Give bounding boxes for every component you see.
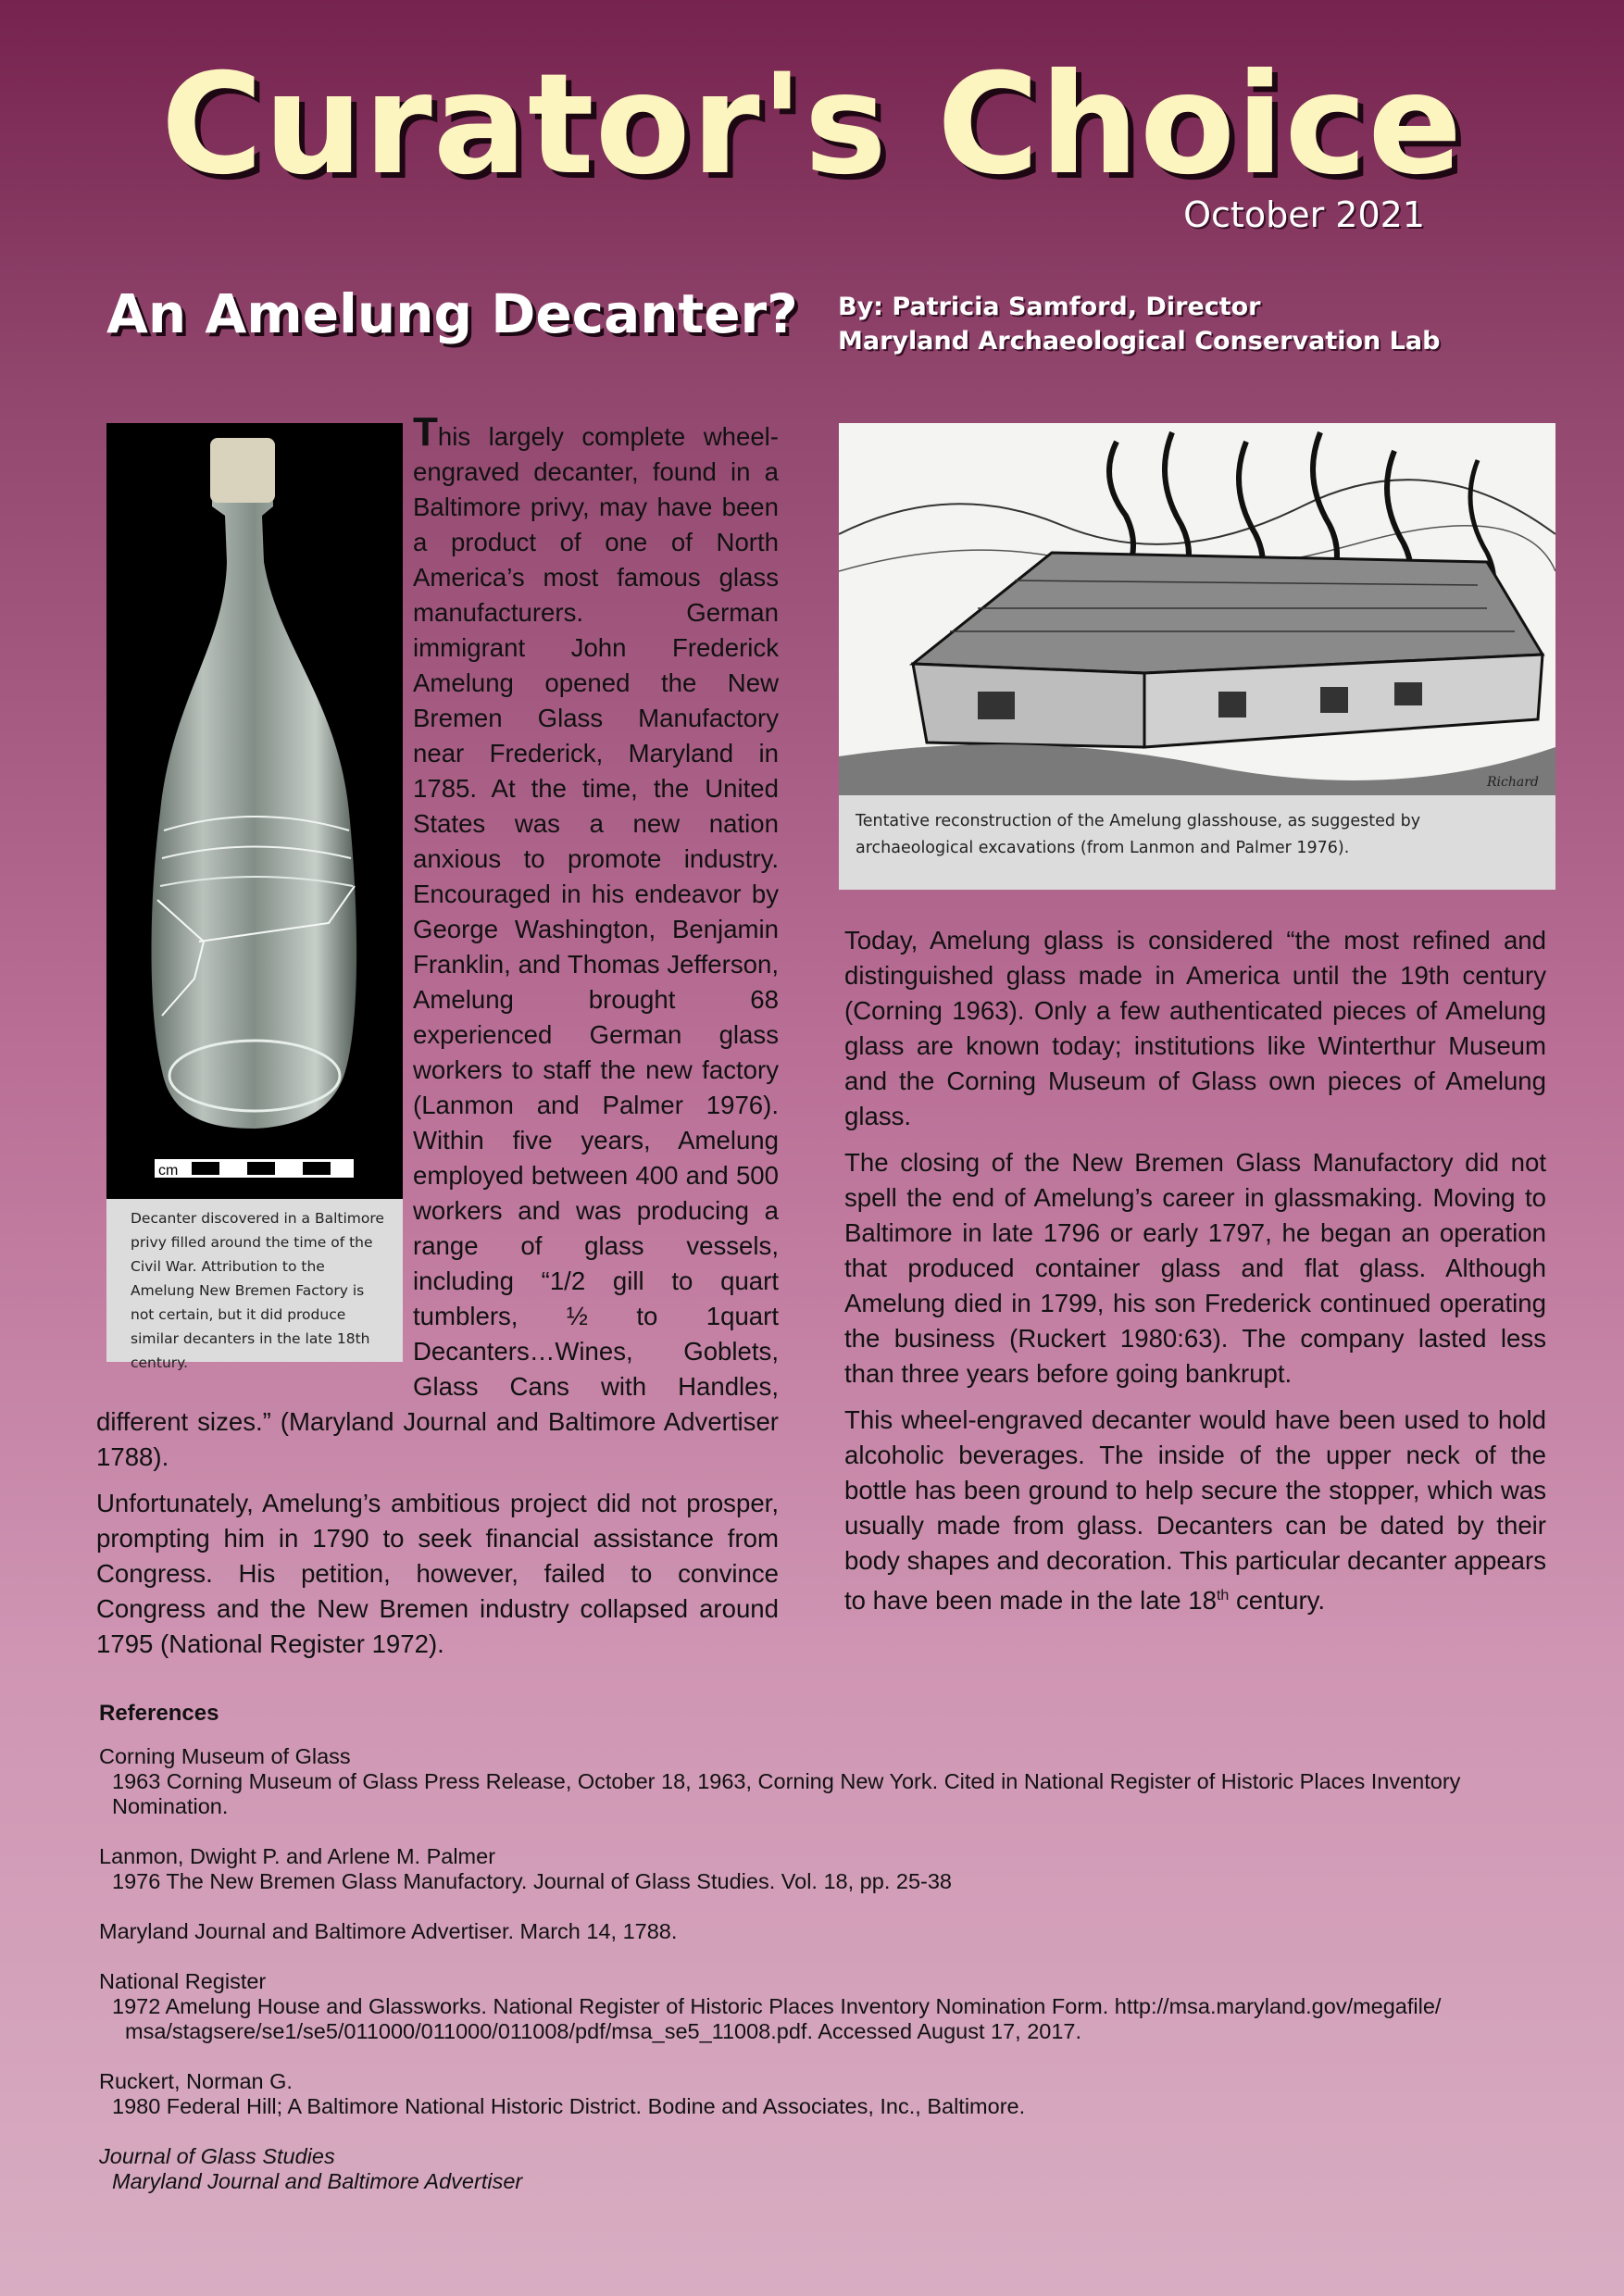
- reference-entry: 1976 The New Bremen Glass Manufactory. Journal of Glass Studies. Vol. 18, pp. 25-38: [112, 1869, 952, 1893]
- reference-author: National Register: [99, 1969, 267, 1993]
- byline: [838, 290, 1440, 358]
- dropcap-letter: T: [413, 409, 438, 455]
- ordinal-superscript: th: [1216, 1588, 1230, 1603]
- photo-spacer: [96, 418, 413, 1370]
- right-paragraph-3-end: century.: [1229, 1586, 1326, 1616]
- references-heading: References: [99, 1701, 219, 1726]
- newsletter-banner-title: Curator's Choice: [160, 44, 1464, 206]
- issue-date: October 2021: [1183, 194, 1425, 235]
- reference-author: Ruckert, Norman G.: [99, 2069, 293, 2093]
- reference-item: [99, 1744, 1580, 1819]
- italic-title-2: Maryland Journal and Baltimore Advertiser: [112, 2169, 523, 2193]
- right-paragraph-2: The closing of the New Bremen Glass Manufactory did not spell the end of Amelung’s career in glassmaking. Moving to Baltimore in late 1796 or early 1797, he began an operation that produced container glass and flat glass. Although Amelung died in 1799, his son Frederick continued operating the business (Ruckert 1980:63). The company lasted less than three years before going bankrupt.: [844, 1148, 1546, 1388]
- reference-author: Lanmon, Dwight P. and Arlene M. Palmer: [99, 1844, 496, 1868]
- decanter-caption: Decanter discovered in a Baltimore privy filled around the time of the Civil War. Attribution to the Amelung New Bremen Factory is not certain, but it did produce similar decanters in the late 18th century.: [106, 1199, 403, 1362]
- left-paragraph-2: Unfortunately, Amelung’s ambitious project did not prosper, prompting him in 1790 to seek financial assistance from Congress. His petition, however, failed to convince Congress and the New Bremen industry collapsed around 1795 (National Register 1972).: [96, 1489, 779, 1658]
- right-paragraph-1: Today, Amelung glass is considered “the most refined and distinguished glass made in America until the 19th century (Corning 1963). Only a few authenticated pieces of Amelung glass are known today; institutions like Winterthur Museum and the Corning Museum of Glass own pieces of Amelung glass.: [844, 926, 1546, 1130]
- reference-item: [99, 1844, 1580, 1894]
- reference-item: [99, 2069, 1580, 2119]
- reference-item: [99, 1919, 1580, 1944]
- sketch-signature: Richard: [1487, 775, 1539, 790]
- byline-author: By: Patricia Samford, Director: [838, 293, 1261, 321]
- references-section: [99, 1701, 1580, 2219]
- reference-entry-continued: msa/stagsere/se1/se5/011000/011000/011008/pdf/msa_se5_11008.pdf. Accessed August 17, 2017.: [125, 2019, 1082, 2043]
- right-column: [844, 923, 1546, 1629]
- reference-author: Corning Museum of Glass: [99, 1744, 351, 1768]
- glasshouse-sketch: [839, 423, 1555, 795]
- right-paragraph-3-text: This wheel-engraved decanter would have been used to hold alcoholic beverages. The inside of the upper neck of the bottle has been ground to help secure the stopper, which was usually made from glass. Decanters can be dated by their body shapes and decoration. This particular decanter appears to have been made in the late 18: [844, 1405, 1546, 1616]
- left-column: [96, 409, 779, 1673]
- reference-italic-notes: [99, 2144, 1580, 2194]
- reference-item: [99, 1969, 1580, 2044]
- glasshouse-illustration: [839, 423, 1555, 795]
- reference-entry: 1980 Federal Hill; A Baltimore National Historic District. Bodine and Associates, Inc., Baltimore.: [112, 2094, 1026, 2118]
- reference-entry: 1972 Amelung House and Glassworks. National Register of Historic Places Inventory Nomination Form. http://msa.maryland.gov/megafile/: [112, 1994, 1442, 2018]
- left-paragraph-1-text: his largely complete wheel-engraved decanter, found in a Baltimore privy, may have been a product of one of North America’s most famous glass manufacturers. German immigrant John Frederick Amelung opened the New Bremen Glass Manufactory near Frederick, Maryland in 1785. At the time, the United States was a new nation anxious to promote industry. Encouraged in his endeavor by George Washington, Benjamin Franklin, and Thomas Jefferson, Amelung brought 68 experienced German glass workers to staff the new factory (Lanmon and Palmer 1976). Within five years, Amelung employed between 400 and 500 workers and was producing a range of glass vessels, including “1/2 gill to quart tumblers, ½ to 1quart Decanters…Wines, Goblets, Glass Cans with Handles, different sizes.” (Maryland Journal and Baltimore Advertiser 1788).: [96, 422, 779, 1471]
- article-title: An Amelung Decanter?: [106, 282, 798, 345]
- glasshouse-caption: Tentative reconstruction of the Amelung glasshouse, as suggested by archaeological excavations (from Lanmon and Palmer 1976).: [839, 795, 1555, 890]
- italic-title-1: Journal of Glass Studies: [99, 2144, 335, 2168]
- reference-author: Maryland Journal and Baltimore Advertiser. March 14, 1788.: [99, 1919, 678, 1943]
- reference-entry: 1963 Corning Museum of Glass Press Release, October 18, 1963, Corning New York. Cited in National Register of Historic Places Inventory Nomination.: [112, 1769, 1461, 1818]
- right-paragraph-3: [844, 1403, 1546, 1618]
- scale-bar-label: cm: [158, 1163, 179, 1179]
- byline-organization: Maryland Archaeological Conservation Lab: [838, 327, 1441, 356]
